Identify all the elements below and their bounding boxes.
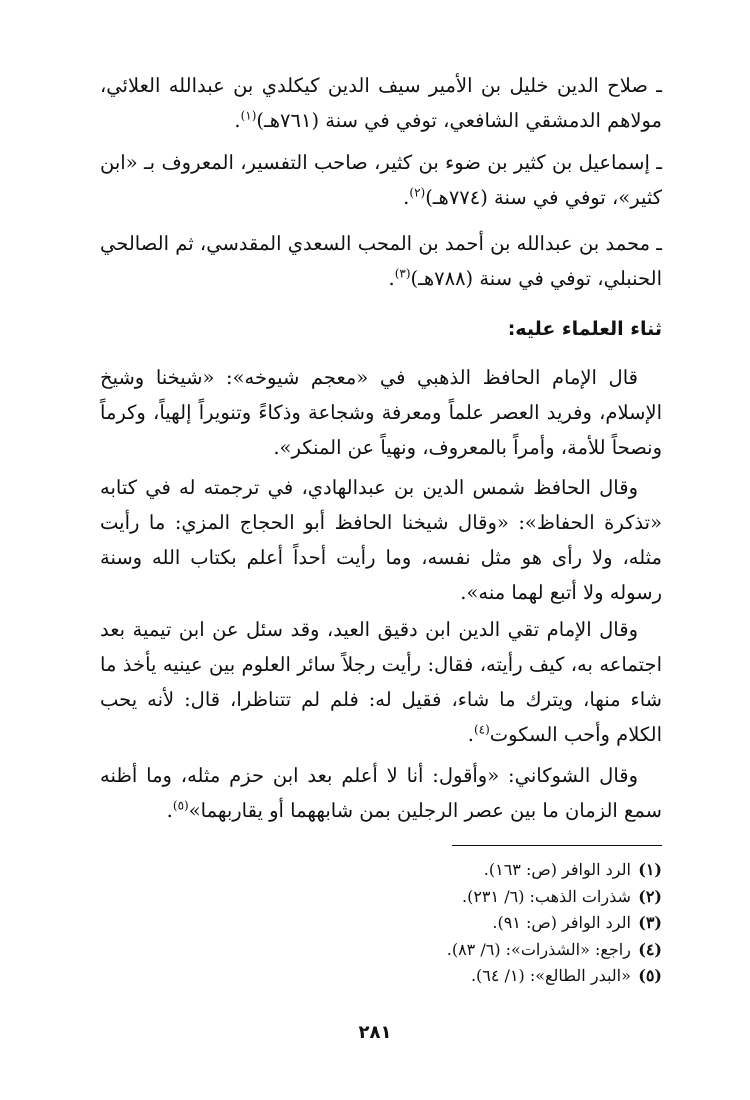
footnote-item: (٥) «البدر الطالع»: (١/ ٦٤). [470, 966, 662, 985]
footnote-item: (٢) شذرات الذهب: (٦/ ٢٣١). [462, 886, 662, 906]
footnote-ref: (١) [240, 108, 257, 123]
footnote-ref: (٣) [394, 266, 411, 281]
footnote-ref: (٢) [409, 185, 426, 200]
footnote-item: (٤) راجع: «الشذرات»: (٦/ ٨٣). [446, 939, 662, 959]
footnotes-list [242, 857, 662, 990]
paragraph: قال الإمام الحافظ الذهبي في «معجم شيوخه»: «شيخنا وشيخ الإسلام، وفريد العصر علماً ومعرفة وشجاعة وذكاءً وتنويراً إلهياً، وكرماً ونصحاً للأمة، وأمراً بالمعروف، ونهياً عن المنكر». [100, 366, 662, 459]
footnote-ref: (٥) [172, 798, 189, 813]
paragraph: وقال الإمام تقي الدين ابن دقيق العيد، وقد سئل عن ابن تيمية بعد اجتماعه به، كيف رأيته، فقال: رأيت رجلاً سائر العلوم بين عينيه يأخذ ما شاء منها، ويترك ما شاء، فقيل له: فلم لم تتناظرا، قال: لأنه يحب الكلام وأحب السكوت$^{(٤)}$. [100, 618, 662, 746]
student-entry: ـ صلاح الدين خليل بن الأمير سيف الدين كيكلدي بن عبدالله العلائي، مولاهم الدمشقي الشافعي، توفي في سنة (٧٦١هـ)$^{(١)}$. [100, 74, 662, 132]
student-entry: ـ محمد بن عبدالله بن أحمد بن المحب السعدي المقدسي، ثم الصالحي الحنبلي، توفي في سنة (٧٨٨هـ)$^{(٣)}$. [100, 232, 662, 290]
student-entry: ـ إسماعيل بن كثير بن ضوء بن كثير، صاحب التفسير، المعروف بـ «ابن كثير»، توفي في سنة (٧٧٤هـ)$^{(٢)}$. [100, 151, 662, 209]
footnote-item: (١) الرد الوافر (ص: ١٦٣). [483, 860, 662, 879]
page-number: ٢٨١ [358, 1022, 392, 1043]
section-heading: ثناء العلماء عليه: [507, 318, 662, 340]
footnote-ref: (٤) [473, 722, 490, 737]
footnote-divider [452, 845, 662, 846]
footnote-item: (٣) الرد الوافر (ص: ٩١). [492, 913, 662, 932]
paragraph: وقال الشوكاني: «وأقول: أنا لا أعلم بعد ابن حزم مثله، وما أظنه سمع الزمان ما بين عصر الرجلين بمن شابههما أو يقاربهما»$^{(٥)}$. [100, 764, 662, 822]
paragraph: وقال الحافظ شمس الدين بن عبدالهادي، في ترجمته له في كتابه «تذكرة الحفاظ»: «وقال شيخنا الحافظ أبو الحجاج المزي: ما رأيت مثله، ولا رأى هو مثل نفسه، وما رأيت أحداً أعلم بكتاب الله وسنة رسوله ولا أتبع لهما منه». [100, 476, 662, 604]
